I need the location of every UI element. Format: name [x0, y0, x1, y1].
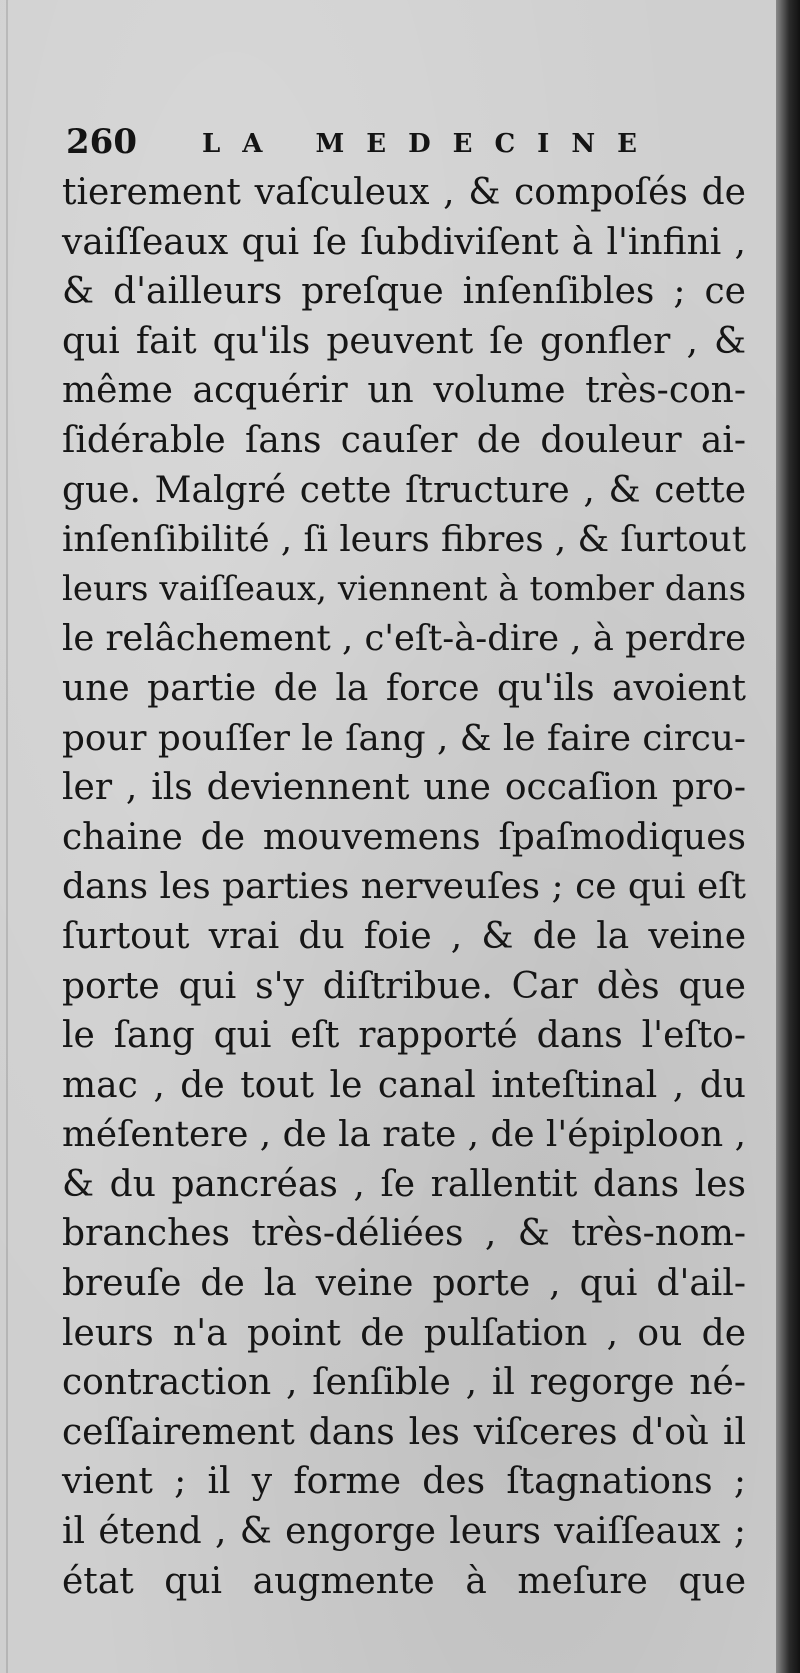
text-line: dans les parties nerveuſes ; ce qui eſt	[62, 866, 746, 908]
text-line: vient ; il y forme des ſtagnations ;	[62, 1461, 746, 1503]
text-line: il étend , & engorge leurs vaiſſeaux ;	[62, 1511, 746, 1553]
text-line: inſenſibilité , ſi leurs fibres , & ſurtout	[62, 519, 746, 561]
text-line: porte qui s'y diſtribue. Car dès que	[62, 965, 746, 1007]
text-line: pour pouſſer le ſang , & le faire circu-	[62, 717, 746, 759]
running-title: LA MEDECINE	[202, 129, 659, 159]
text-line: ſidérable ſans cauſer de douleur ai-	[62, 419, 746, 461]
text-line: mac , de tout le canal inteſtinal , du	[62, 1064, 746, 1106]
text-line: qui fait qu'ils peuvent ſe gonfler , &	[62, 320, 746, 362]
text-line: gue. Malgré cette ſtructure , & cette	[62, 469, 746, 511]
text-line: branches très-déliées , & très-nom-	[62, 1213, 746, 1255]
gutter-shadow	[776, 0, 800, 1673]
text-line: leurs vaiſſeaux, viennent à tomber dans	[62, 568, 746, 609]
text-line: le ſang qui eſt rapporté dans l'eſto-	[62, 1015, 746, 1057]
text-line: chaine de mouvemens ſpaſmodiques	[62, 816, 746, 858]
text-line: vaiſſeaux qui ſe ſubdiviſent à l'infini ,	[62, 221, 746, 263]
running-head	[66, 118, 659, 166]
text-line: & d'ailleurs preſque inſenſibles ; ce	[62, 271, 746, 313]
text-line: même acquérir un volume très-con-	[62, 370, 746, 412]
text-line: le relâchement , c'eſt-à-dire , à perdre	[62, 618, 747, 660]
text-line: ler , ils deviennent une occaſion pro-	[62, 767, 746, 809]
text-line: ceſſairement dans les viſceres d'où il	[62, 1411, 746, 1453]
text-line: tierement vaſculeux , & compoſés de	[62, 172, 746, 213]
text-line: état qui augmente à meſure que	[62, 1560, 746, 1602]
page-edge	[6, 0, 8, 1673]
body-text	[62, 168, 746, 1606]
text-line: leurs n'a point de pulſation , ou de	[62, 1312, 746, 1354]
page-number: 260	[66, 122, 137, 162]
text-line: contraction , ſenſible , il regorge né-	[62, 1362, 746, 1404]
text-line: une partie de la force qu'ils avoient	[62, 667, 746, 709]
text-line: & du pancréas , ſe rallentit dans les	[62, 1163, 746, 1205]
text-line: breuſe de la veine porte , qui d'ail-	[62, 1263, 746, 1305]
text-line: méſentere , de la rate , de l'épiploon ,	[62, 1114, 746, 1156]
text-line: ſurtout vrai du foie , & de la veine	[62, 915, 746, 957]
